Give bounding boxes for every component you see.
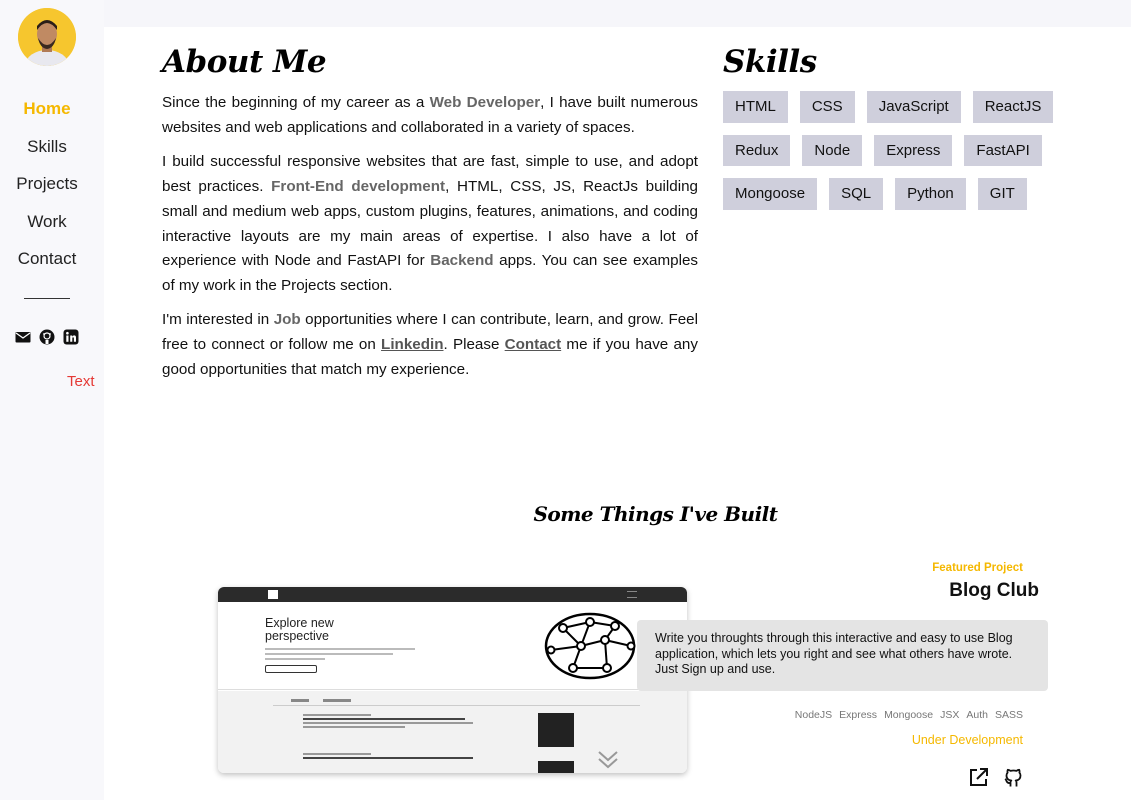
project-tech-list bbox=[795, 709, 1023, 721]
highlight-web-developer: Web Developer bbox=[429, 94, 541, 111]
skill-chip: CSS bbox=[800, 91, 855, 123]
nav-item-home[interactable]: Home bbox=[23, 99, 71, 118]
mail-icon[interactable] bbox=[15, 329, 31, 345]
screenshot-tabs bbox=[273, 697, 640, 706]
screenshot-hero-heading: Explore new perspective bbox=[265, 616, 334, 643]
github-icon[interactable] bbox=[39, 329, 55, 345]
sidebar bbox=[0, 0, 104, 800]
skill-chip: Python bbox=[895, 178, 966, 210]
skill-chip: Redux bbox=[723, 135, 790, 167]
screenshot-post-thumb bbox=[538, 713, 574, 747]
screenshot-hero-lines bbox=[265, 648, 415, 663]
project-screenshot[interactable] bbox=[218, 587, 687, 773]
top-strip bbox=[104, 0, 1131, 27]
screenshot-hero bbox=[218, 602, 687, 690]
about-paragraph-3: I'm interested in Job opportunities where I can contribute, learn, and grow. Feel free to connect or follow me on Linkedin. Please Contact me if you have any good opportunities that match my experience. bbox=[162, 311, 698, 379]
project-status: Under Development bbox=[911, 733, 1023, 747]
screenshot-hero-button bbox=[265, 665, 317, 673]
contact-link[interactable]: Contact bbox=[504, 336, 562, 354]
skill-chip: HTML bbox=[723, 91, 788, 123]
about-text bbox=[162, 91, 698, 392]
sidebar-divider bbox=[24, 298, 70, 299]
github-icon[interactable] bbox=[1003, 767, 1024, 788]
skills-list bbox=[723, 91, 1063, 210]
skill-chip: FastAPI bbox=[964, 135, 1041, 167]
project-links bbox=[968, 767, 1024, 788]
skill-chip: GIT bbox=[978, 178, 1027, 210]
skill-chip: Node bbox=[802, 135, 862, 167]
skill-chip: Express bbox=[874, 135, 952, 167]
skill-chip: ReactJS bbox=[973, 91, 1054, 123]
about-title: About Me bbox=[162, 44, 327, 80]
tech-item: NodeJS bbox=[794, 709, 833, 721]
project-description: Write you throughts through this interactive and easy to use Blog application, which lets you right and see what others have wrote. Just Sign up and use. bbox=[637, 620, 1048, 691]
screenshot-logo-icon bbox=[268, 590, 278, 599]
sidebar-text: Text bbox=[67, 373, 95, 390]
tech-item: JSX bbox=[940, 709, 960, 721]
projects-title: Some Things I've Built bbox=[533, 502, 778, 526]
screenshot-post bbox=[303, 753, 473, 761]
skill-chip: JavaScript bbox=[867, 91, 961, 123]
screenshot-menu-icon bbox=[627, 591, 637, 598]
linkedin-icon[interactable] bbox=[63, 329, 79, 345]
external-link-icon[interactable] bbox=[968, 767, 989, 788]
highlight-backend: Backend bbox=[430, 252, 494, 270]
sidebar-nav bbox=[0, 92, 94, 280]
about-paragraph-1: Since the beginning of my career as a Web Developer, I have built numerous websites and web applications and collaborated in a variety of spaces. bbox=[162, 94, 698, 136]
screenshot-navbar bbox=[218, 587, 687, 602]
screenshot-post-thumb bbox=[538, 761, 574, 773]
skill-chip: Mongoose bbox=[723, 178, 817, 210]
skills-title: Skills bbox=[723, 44, 817, 80]
highlight-frontend: Front-End development bbox=[271, 177, 446, 195]
nav-item-projects[interactable]: Projects bbox=[16, 174, 78, 193]
project-name: Blog Club bbox=[949, 580, 1039, 601]
nav-item-work[interactable]: Work bbox=[27, 211, 67, 231]
featured-label: Featured Project bbox=[932, 562, 1023, 574]
chevron-down-icon bbox=[598, 749, 618, 769]
globe-network-icon bbox=[543, 610, 637, 682]
avatar[interactable] bbox=[18, 8, 76, 66]
tech-item: Auth bbox=[966, 709, 988, 721]
tech-item: SASS bbox=[994, 709, 1023, 721]
social-links bbox=[15, 329, 79, 345]
linkedin-link[interactable]: Linkedin bbox=[381, 336, 444, 354]
highlight-job: Job bbox=[273, 311, 301, 329]
tech-item: Express bbox=[839, 709, 878, 721]
skill-chip: SQL bbox=[829, 178, 883, 210]
nav-item-contact[interactable]: Contact bbox=[17, 249, 77, 268]
project-header bbox=[932, 562, 1023, 574]
tech-item: Mongoose bbox=[884, 709, 934, 721]
screenshot-post bbox=[303, 714, 473, 730]
nav-item-skills[interactable]: Skills bbox=[27, 136, 67, 156]
about-paragraph-2: I build successful responsive websites that are fast, simple to use, and adopt best practices. Front-End development, HTML, CSS, JS, ReactJs building small and medium web apps, custom plugins, features, animations, and coding interactive layouts are my main areas of expertise. I also have a lot of experience with Node and FastAPI for Backend apps. You can see examples of my work in the Projects section. bbox=[162, 152, 699, 295]
